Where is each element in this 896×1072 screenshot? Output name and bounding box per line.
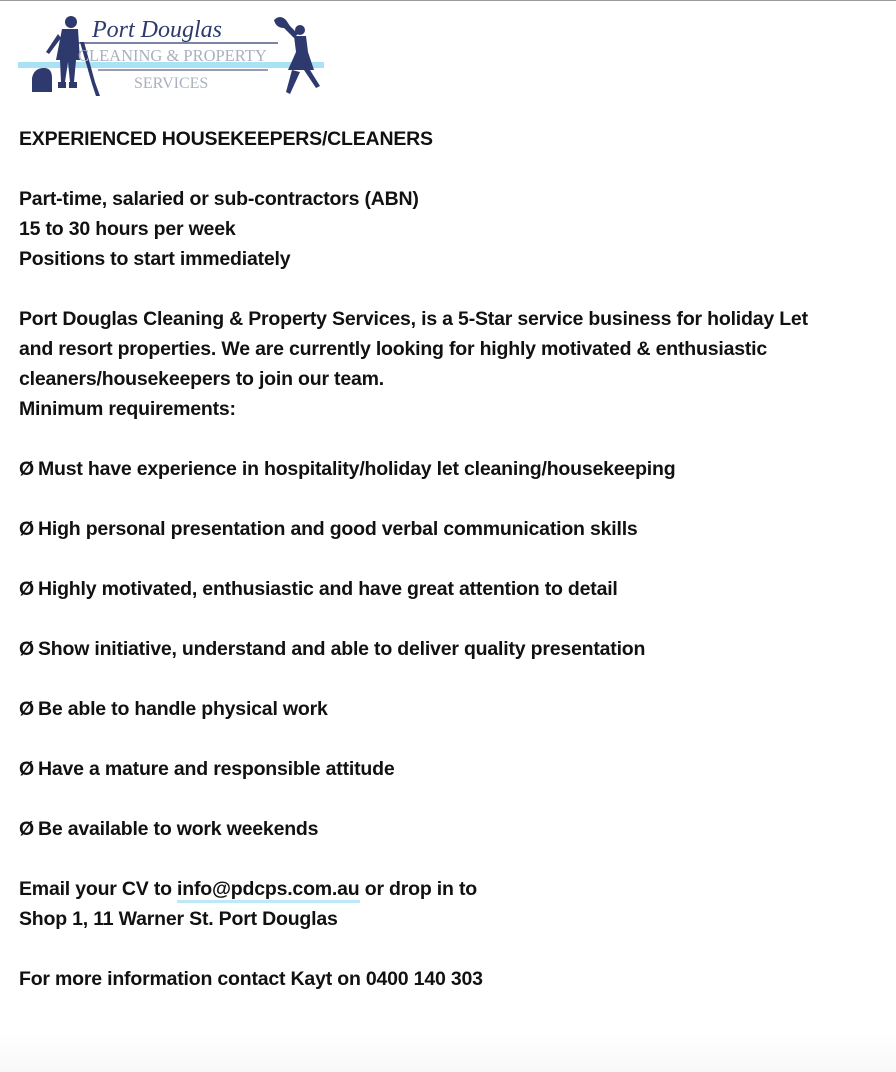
bullet-icon: Ø	[19, 758, 34, 780]
term-hours: 15 to 30 hours per week	[19, 218, 236, 240]
posting-heading: EXPERIENCED HOUSEKEEPERS/CLEANERS	[19, 128, 433, 150]
requirement-item: Ø Be available to work weekends	[19, 818, 319, 840]
logo-brand-name: Port Douglas	[92, 17, 223, 43]
term-start: Positions to start immediately	[19, 248, 291, 270]
bottom-fade	[0, 1032, 896, 1072]
email-line: Email your CV to info@pdcps.com.au or drop in to	[19, 874, 889, 904]
bullet-icon: Ø	[19, 698, 34, 720]
shop-address: Shop 1, 11 Warner St. Port Douglas	[19, 908, 338, 930]
bullet-icon: Ø	[19, 458, 34, 480]
requirement-item: Ø Must have experience in hospitality/holiday let cleaning/housekeeping	[19, 458, 676, 480]
bullet-icon: Ø	[19, 638, 34, 660]
intro-line: and resort properties. We are currently looking for highly motivated & enthusiastic	[19, 338, 768, 360]
requirement-item: Ø High personal presentation and good verbal communication skills	[19, 518, 638, 540]
requirement-item: Ø Be able to handle physical work	[19, 698, 328, 720]
intro-line: Port Douglas Cleaning & Property Services, is a 5-Star service business for holiday Let	[19, 308, 808, 330]
bullet-icon: Ø	[19, 818, 34, 840]
requirements-heading: Minimum requirements:	[19, 398, 236, 420]
requirement-item: Ø Highly motivated, enthusiastic and have great attention to detail	[19, 578, 618, 600]
bullet-icon: Ø	[19, 518, 34, 540]
contact-phone-line: For more information contact Kayt on 0400 140 303	[19, 968, 483, 990]
bullet-icon: Ø	[19, 578, 34, 600]
duster-figure-icon	[274, 17, 320, 94]
email-link[interactable]: info@pdcps.com.au	[177, 878, 359, 903]
top-divider	[0, 0, 896, 1]
requirement-item: Ø Show initiative, understand and able to deliver quality presentation	[19, 638, 646, 660]
logo-graphic	[18, 12, 324, 102]
logo-tagline: CLEANING & PROPERTY	[78, 46, 267, 65]
company-logo	[18, 12, 324, 102]
intro-line: cleaners/housekeepers to join our team.	[19, 368, 384, 390]
requirement-item: Ø Have a mature and responsible attitude	[19, 758, 395, 780]
logo-services: SERVICES	[134, 75, 209, 92]
term-employment-type: Part-time, salaried or sub-contractors (ABN)	[19, 188, 419, 210]
job-posting	[19, 124, 889, 994]
